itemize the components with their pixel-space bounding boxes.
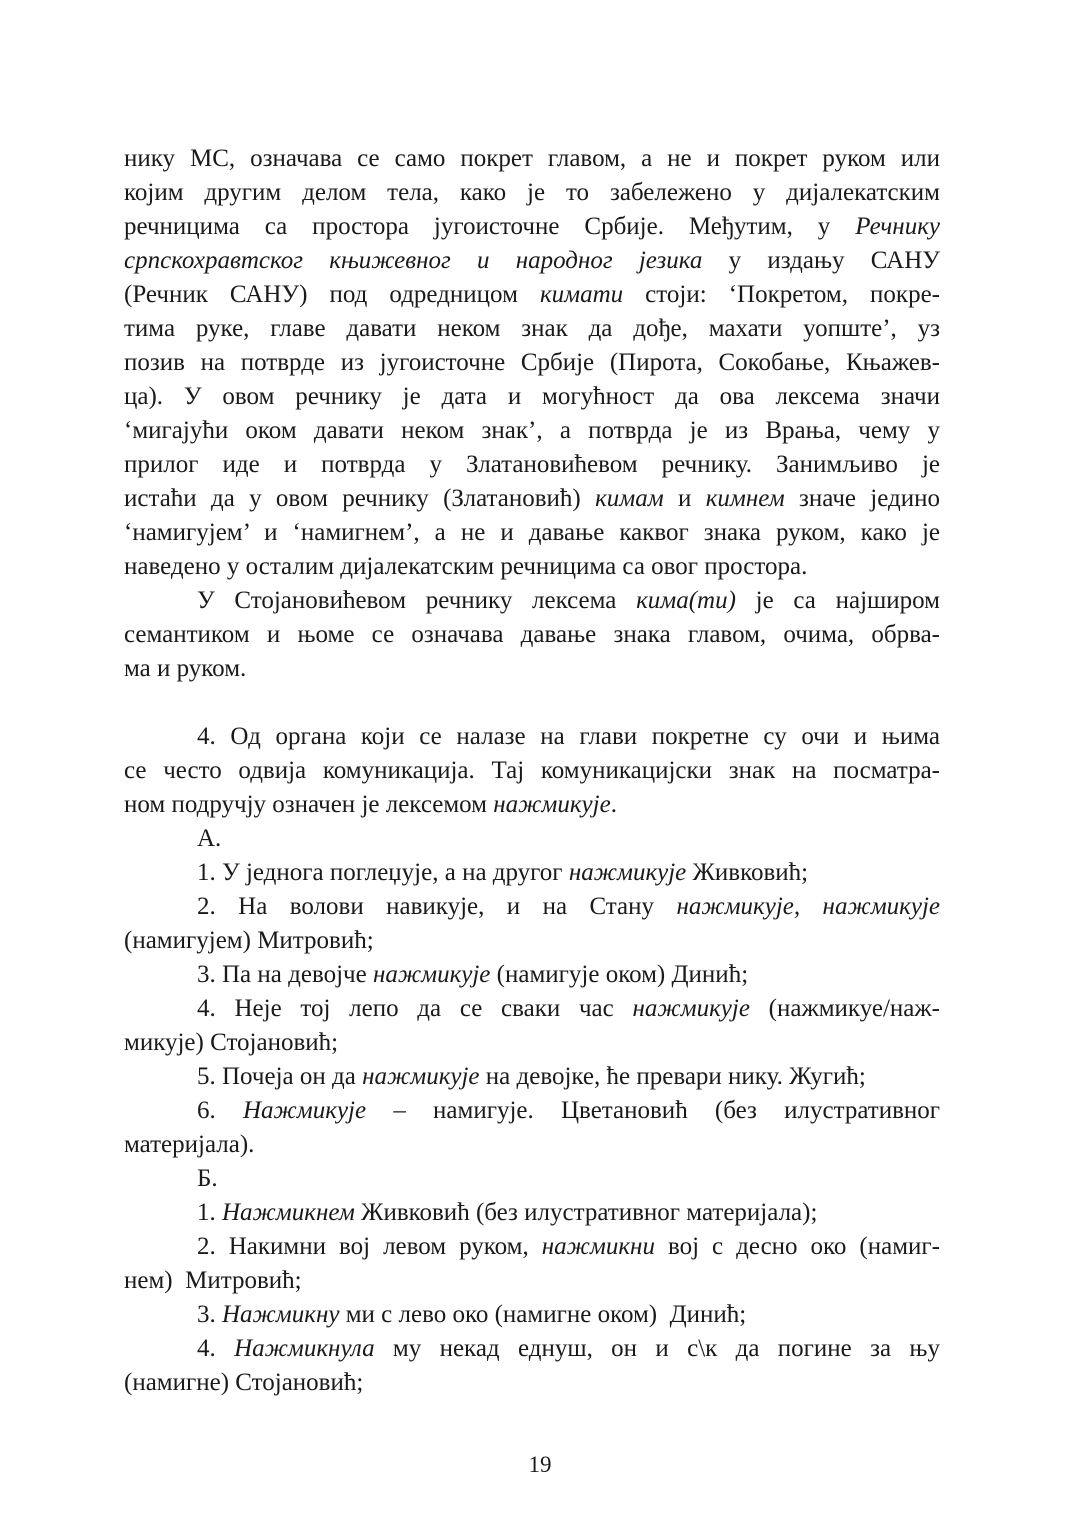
text-line: наведено у осталим дијалекатским речницима са овог простора. (124, 553, 808, 580)
text-line: тима руке, главе давати неком знак да дође, махати уопште’, уз (124, 315, 940, 342)
text-line: ма и руком. (124, 655, 247, 682)
text-line: српскохравтског књижевног и народног језика у издању САНУ (124, 247, 940, 274)
text-line: материјала). (124, 1131, 255, 1158)
text-line: (намигујем) Митровић; (124, 927, 374, 954)
text-line: У Стојановићевом речнику лексема кима(ти) је са најширом (197, 587, 940, 614)
text-line: прилог иде и потврда у Златановићевом речнику. Занимљиво је (124, 451, 940, 478)
text-line: речницима са простора југоисточне Србије. Међутим, у Речнику (124, 213, 940, 240)
example-entry: 2. Накимни вој левом руком, нажмикни вој с десно око (намиг- (197, 1233, 940, 1260)
example-entry: 4. Нажмикнула му некад еднуш, он и с\к да погине за њу (197, 1335, 941, 1362)
text-line: нику МС, означава се само покрет главом, а не и покрет руком или (124, 145, 940, 172)
example-entry: 2. На волови навикује, и на Стану нажмикује, нажмикује (197, 893, 940, 920)
example-entry: 4. Неје тој лепо да се сваки час нажмикује (нажмикуе/наж- (197, 995, 940, 1022)
text-line: ‘мигајући оком давати неком знак’, а потврда је из Врања, чему у (124, 417, 940, 444)
text-line: истаћи да у овом речнику (Златановић) кимам и кимнем значе једино (124, 485, 940, 512)
text-line: ‘намигујем’ и ‘намигнем’, а не и давање каквог знака руком, како је (124, 519, 940, 546)
text-line: микује) Стојановић; (124, 1029, 339, 1056)
text-line: 4. Од органа који се налазе на глави покретне су очи и њима (197, 723, 940, 750)
blank-line (124, 686, 940, 720)
text-line: (намигне) Стојановић; (124, 1369, 364, 1396)
example-entry: 3. Нажмикну ми с лево око (намигне оком) Динић; (197, 1301, 747, 1328)
section-heading-a: А. (197, 825, 222, 852)
example-entry: 1. У једнога поглеџује, а на другог нажмикује Живковић; (197, 859, 809, 886)
section-heading-b: Б. (197, 1165, 218, 1192)
text-line: позив на потврде из југоисточне Србије (Пирота, Сокобање, Књажев- (124, 349, 940, 376)
text-line: ца). У овом речнику је дата и могућност да ова лексема значи (124, 383, 940, 410)
example-entry: 3. Па на девојче нажмикује (намигује оком) Динић; (197, 961, 749, 988)
text-line: се често одвија комуникација. Тај комуникацијски знак на посматра- (124, 757, 940, 784)
text-line: ном подручју означен је лексемом нажмикује. (124, 791, 617, 818)
text-line: (Речник САНУ) под одредницом кимати стоји: ‘Покретом, покре- (124, 281, 940, 308)
text-line: семантиком и њоме се означава давање знака главом, очима, обрва- (124, 621, 940, 648)
example-entry: 5. Почеја он да нажмикује на девојке, ће превари нику. Жугић; (197, 1063, 866, 1090)
text-line: којим другим делом тела, како је то забележено у дијалекатским (124, 179, 940, 206)
text-line: нем) Митровић; (124, 1267, 302, 1294)
body-text (124, 142, 940, 1400)
page-number: 19 (528, 1452, 552, 1477)
example-entry: 6. Нажмикује – намигује. Цветановић (без илустративног (197, 1097, 941, 1124)
example-entry: 1. Нажмикнем Живковић (без илустративног материјала); (197, 1199, 818, 1226)
